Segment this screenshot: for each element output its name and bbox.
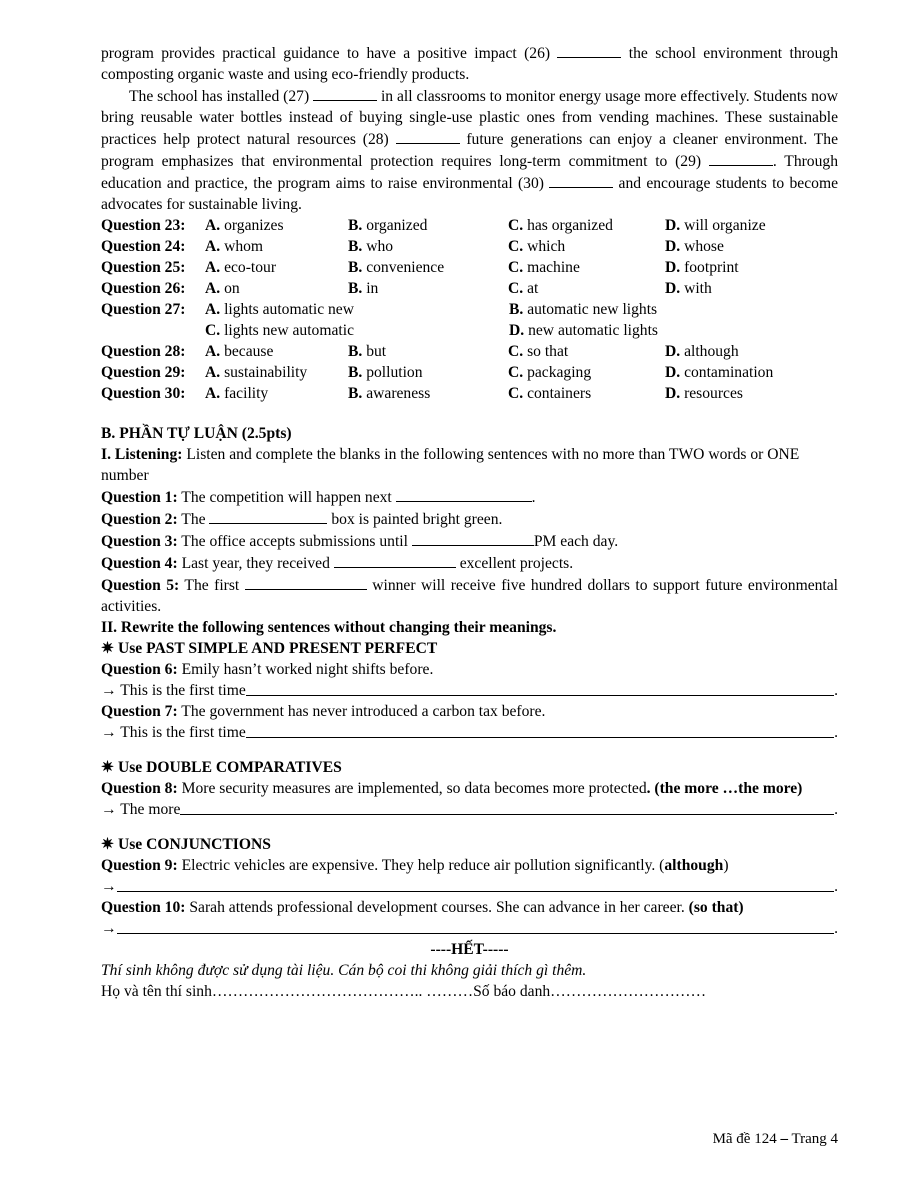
- option-b: B. in: [348, 280, 379, 297]
- question-row: [101, 362, 838, 383]
- question-number: Question 26:: [101, 280, 186, 297]
- option-d: D. whose: [665, 238, 724, 255]
- option-d: D. will organize: [665, 217, 766, 234]
- answer-blank[interactable]: [412, 530, 534, 546]
- option-c: C. containers: [508, 385, 592, 402]
- option-a: A. facility: [205, 385, 269, 402]
- option-c: C. machine: [508, 259, 580, 276]
- option-d: D. footprint: [665, 259, 739, 276]
- listening-instructions: I. Listening: Listen and complete the blanks in the following sentences with no more than TWO words or ONE number: [101, 446, 800, 484]
- rewrite-question-9: Question 9: Electric vehicles are expensive. They help reduce air pollution significantly. (although): [101, 857, 729, 874]
- answer-line-6[interactable]: → This is the first time .: [101, 682, 838, 699]
- rewrite-question-6: Question 6: Emily hasn’t worked night shifts before.: [101, 661, 434, 678]
- mc-questions: [101, 215, 838, 404]
- rewrite-title: II. Rewrite the following sentences without changing their meanings.: [101, 619, 557, 636]
- question-number: Question 27:: [101, 301, 186, 318]
- question-row-27: [101, 299, 838, 320]
- question-row: [101, 383, 838, 404]
- use-past-simple-heading: ✷ Use PAST SIMPLE AND PRESENT PERFECT: [101, 640, 438, 657]
- option-b: B. pollution: [348, 364, 423, 381]
- question-row: [101, 215, 838, 236]
- listening-question-2: Question 2: The box is painted bright green.: [101, 508, 838, 530]
- page-footer: Mã đề 124 – Trang 4: [712, 1131, 838, 1147]
- section-b-title: B. PHẦN TỰ LUẬN (2.5pts): [101, 425, 292, 442]
- question-row-27-cont: [101, 320, 838, 341]
- answer-blank[interactable]: [334, 552, 456, 568]
- option-b: B. automatic new lights: [509, 301, 658, 318]
- blank-27: [313, 85, 377, 101]
- blank-29: [709, 150, 773, 166]
- passage-paragraph-2: The school has installed (27) in all classrooms to monitor energy usage more effectively. Students now bring reusable water bottles instead of buying single-use plastic ones from vending machines. These sustainable practices help protect natural resources (28) future generations can enjoy a cleaner environment. The program emphasizes that environmental protection requires long-term commitment to (29) . Through education and practice, the program aims to raise environmental (30) and encourage students to become advocates for sustainable living.: [101, 85, 838, 215]
- question-row: [101, 257, 838, 278]
- question-number: Question 25:: [101, 259, 186, 276]
- exam-page: [101, 42, 838, 1002]
- option-d: D. resources: [665, 385, 743, 402]
- option-a: A. sustainability: [205, 364, 308, 381]
- option-c: C. at: [508, 280, 539, 297]
- option-c: C. lights new automatic: [205, 322, 354, 339]
- question-number: Question 30:: [101, 385, 186, 402]
- listening-question-5: Question 5: The first winner will receive five hundred dollars to support future environmental activities.: [101, 574, 838, 617]
- option-c: C. has organized: [508, 217, 613, 234]
- answer-line-8[interactable]: → The more .: [101, 801, 838, 818]
- passage-paragraph-1: program provides practical guidance to have a positive impact (26) the school environment through composting organic waste and using eco-friendly products.: [101, 42, 838, 85]
- option-a: A. organizes: [205, 217, 284, 234]
- option-d: D. with: [665, 280, 712, 297]
- question-row: [101, 278, 838, 299]
- question-row: [101, 341, 838, 362]
- end-mark: ----HẾT-----: [430, 941, 509, 958]
- question-number: Question 29:: [101, 364, 186, 381]
- option-b: B. who: [348, 238, 394, 255]
- option-c: C. so that: [508, 343, 569, 360]
- blank-28: [396, 128, 460, 144]
- rewrite-question-8: Question 8: More security measures are implemented, so data becomes more protected. (the more …the more): [101, 780, 803, 797]
- rewrite-question-7: Question 7: The government has never introduced a carbon tax before.: [101, 703, 546, 720]
- question-row: [101, 236, 838, 257]
- rewrite-question-10: Question 10: Sarah attends professional development courses. She can advance in her career. (so that): [101, 899, 744, 916]
- option-b: B. organized: [348, 217, 428, 234]
- question-number: Question 24:: [101, 238, 186, 255]
- question-number: Question 28:: [101, 343, 186, 360]
- question-number: Question 23:: [101, 217, 186, 234]
- option-d: D. contamination: [665, 364, 774, 381]
- listening-question-3: Question 3: The office accepts submissions until PM each day.: [101, 530, 838, 552]
- answer-line-10[interactable]: → .: [101, 920, 838, 937]
- option-a: A. because: [205, 343, 274, 360]
- answer-line-9[interactable]: → .: [101, 878, 838, 895]
- answer-blank[interactable]: [209, 508, 327, 524]
- listening-question-1: Question 1: The competition will happen next .: [101, 486, 838, 508]
- option-d: D. new automatic lights: [509, 322, 658, 339]
- option-b: B. but: [348, 343, 387, 360]
- exam-note: Thí sinh không được sử dụng tài liệu. Cán bộ coi thi không giải thích gì thêm.: [101, 962, 587, 979]
- answer-blank[interactable]: [245, 574, 367, 590]
- option-c: C. packaging: [508, 364, 592, 381]
- option-b: B. convenience: [348, 259, 445, 276]
- candidate-info-line: Họ và tên thí sinh………………………………….. ………Số báo danh…………………………: [101, 983, 707, 1000]
- answer-blank[interactable]: [396, 486, 532, 502]
- option-a: A. on: [205, 280, 240, 297]
- option-a: A. whom: [205, 238, 264, 255]
- listening-question-4: Question 4: Last year, they received excellent projects.: [101, 552, 838, 574]
- use-double-comparatives-heading: ✷ Use DOUBLE COMPARATIVES: [101, 759, 342, 776]
- option-a: A. eco-tour: [205, 259, 277, 276]
- option-b: B. awareness: [348, 385, 431, 402]
- use-conjunctions-heading: ✷ Use CONJUNCTIONS: [101, 836, 271, 853]
- answer-line-7[interactable]: → This is the first time .: [101, 724, 838, 741]
- blank-26: [557, 42, 621, 58]
- option-c: C. which: [508, 238, 566, 255]
- option-d: D. although: [665, 343, 739, 360]
- blank-30: [549, 172, 613, 188]
- option-a: A. lights automatic new: [205, 301, 354, 318]
